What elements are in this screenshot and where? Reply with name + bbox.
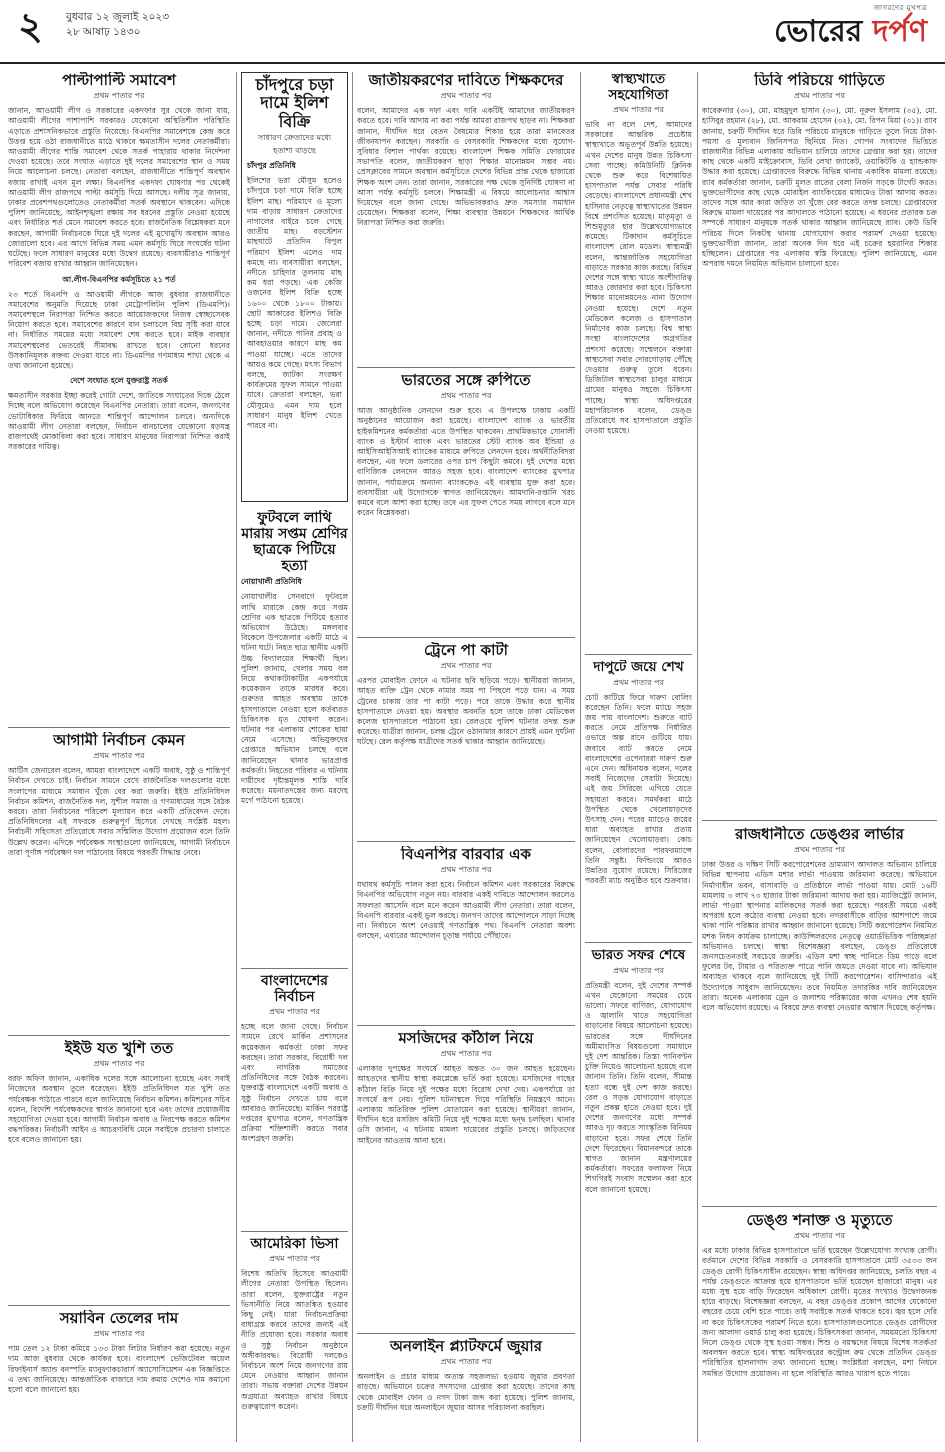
story-body: বরফ অফিস জানান, একাধিক দলের সঙ্গে আলোচনা হয়েছে এবং সবাই নিজেদের অবস্থান তুলে ধরেছেন। ইইউ প্রতিনিধিদল যত খুশি তত পর্যবেক্ষক পাঠাতে পারবে বলে জানিয়েছে নির্বাচন কমিশন। কমিশনের সচিব বলেন, বিদেশি পর্যবেক্ষকদের স্বাগত জানানো হবে এবং তাদের প্রয়োজনীয় সহযোগিতা দেওয়া হবে। আগামী নির্বাচন অবাধ ও নিরপেক্ষ করতে কমিশন বদ্ধপরিকর। নির্বাচনী আইন ও আচরণবিধি মেনে সবাইকে প্রচারণা চালাতে হবে বলেও জানানো হয়। — [8, 1074, 230, 1145]
headline: অনলাইন প্ল্যাটফর্মে জুয়ার — [390, 1338, 542, 1355]
headline: জাতীয়করণের দাবিতে শিক্ষকদের — [368, 72, 564, 89]
story-eu — [8, 1040, 230, 1302]
story-divider — [585, 942, 692, 943]
story-train — [357, 642, 575, 838]
headline: স্বাস্থ্যখাতে সহযোগিতা — [608, 72, 669, 103]
story-body: ইলিশের ভরা মৌসুম হলেও চাঁদপুরে চড়া দামে বিক্রি হচ্ছে ইলিশ মাছ। পরিমাণে ও মূল্যে দাম বাড়ায় সাধারণ ক্রেতাদের নাগালের বাইরে চলে গেছে জাতীয় মাছ। বড়স্টেশন মাছঘাটে প্রতিদিন বিপুল পরিমাণ ইলিশ এলেও দাম কমছে না। ব্যবসায়ীরা বলছেন, নদীতে চাহিদার তুলনায় মাছ কম ধরা পড়ছে। এক কেজি ওজনের ইলিশ বিক্রি হচ্ছে ১৬০০ থেকে ১৮০০ টাকায়। ছোট আকারের ইলিশও বিক্রি হচ্ছে চড়া দামে। জেলেরা জানান, নদীতে পানির প্রবাহ ও আবহাওয়ার কারণে মাছ কম পাওয়া যাচ্ছে। এতে তাদের আয়ও কমে গেছে। মৎস্য বিভাগ বলছে, জাটকা সংরক্ষণ কার্যক্রমের সুফল সামনে পাওয়া যাবে। ক্রেতারা বলছেন, ভরা মৌসুমেও এমন দাম হলে সাধারণ মানুষ ইলিশ খেতে পারবে না। — [247, 176, 342, 431]
masthead-right: দর্পণ — [872, 14, 927, 49]
story-body: অনলাইন ও প্রচার মাধ্যম অত্যন্ত সহজলভ্য হওয়ায় জুয়ার প্রবণতা বাড়ছে। অভিযানে চক্রের সদস্যদের গ্রেপ্তার করা হয়েছে। তাদের কাছ থেকে মোবাইল ফোন ও নগদ টাকা জব্দ করা হয়েছে। পুলিশ জানায়, চক্রটি দীর্ঘদিন ধরে অনলাইনে জুয়ার আসর পরিচালনা করছিল। — [357, 1372, 575, 1412]
story-health — [585, 72, 692, 650]
story-body: ক্ষমতাসীন সরকার ইচ্ছা করেই গোটা দেশে, জাতিকে সংঘাতের দিকে ঠেলে দিচ্ছে বলে অভিযোগ করেছেন বিএনপির নেতারা। তারা বলেন, জনগণের ভোটাধিকার ফিরিয়ে আনতে শান্তিপূর্ণ আন্দোলন চলবে। অন্যদিকে আওয়ামী লীগ নেতারা বলছেন, নির্বাচন বানচালের যেকোনো ষড়যন্ত্র রাজপথেই মোকাবিলা করা হবে। সাধারণ মানুষের নিরাপত্তা নিশ্চিত করাই সরকারের দায়িত্ব। — [8, 391, 230, 452]
story-masjid — [357, 1030, 575, 1330]
page-header — [0, 0, 945, 64]
continued-label: প্রথম পাতার পর — [613, 105, 664, 115]
story-bharat-sofor — [585, 948, 692, 1444]
story-divider — [241, 1231, 348, 1232]
day-date: বুধবার ১২ জুলাই ২০২৩ — [66, 11, 170, 23]
bangla-date: ২৮ আষাঢ় ১৪৩০ — [66, 26, 141, 38]
story-body: আজ আনুষ্ঠানিক লেনদেন শুরু হবে। এ উপলক্ষে ঢাকায় একটি অনুষ্ঠানের আয়োজন করা হয়েছে। বাংলাদেশ ব্যাংক ও ভারতীয় হাইকমিশনের কর্মকর্তারা এতে উপস্থিত থাকবেন। প্রাথমিকভাবে সোনালী ব্যাংক ও ইস্টার্ন ব্যাংক এবং ভারতের স্টেট ব্যাংক অব ইন্ডিয়া ও আইসিআইসিআই ব্যাংকের মাধ্যমে রুপিতে লেনদেন হবে। অর্থনীতিবিদরা বলছেন, এর ফলে ডলারের ওপর চাপ কিছুটা কমবে। দুই দেশের মধ্যে বাণিজ্যিক লেনদেন আরও সহজ হবে। বাংলাদেশ ব্যাংকের মুখপাত্র জানান, পর্যায়ক্রমে অন্যান্য ব্যাংককেও এই ব্যবস্থায় যুক্ত করা হবে। ব্যবসায়ীরা এই উদ্যোগকে স্বাগত জানিয়েছেন। আমদানি-রপ্তানি খরচ কমবে বলে আশা করা হচ্ছে। তবে এর সুফল পেতে সময় লাগবে বলে মনে করেন বিশ্লেষকরা। — [357, 406, 575, 518]
story-body: ভাবি না বলে দেশ, আমাদের সরকারের আন্তরিক প্রচেষ্টায় স্বাস্থ্যখাতে অভূতপূর্ব উন্নতি হয়েছে। এখন দেশের মানুষ উন্নত চিকিৎসা সেবা পাচ্ছে। কমিউনিটি ক্লিনিক থেকে শুরু করে বিশেষায়িত হাসপাতাল পর্যন্ত সেবার পরিধি বেড়েছে। বাংলাদেশে প্রধানমন্ত্রী শেখ হাসিনার নেতৃত্বে স্বাস্থ্যখাতের উন্নয়ন বিশ্বে প্রশংসিত হয়েছে। মাতৃমৃত্যু ও শিশুমৃত্যুর হার উল্লেখযোগ্যভাবে কমেছে। টিকাদান কর্মসূচিতে বাংলাদেশ রোল মডেল। স্বাস্থ্যমন্ত্রী বলেন, আন্তর্জাতিক সহযোগিতা বাড়াতে সরকার কাজ করছে। বিভিন্ন দেশের সঙ্গে স্বাস্থ্য খাতে অংশীদারিত্ব আরও জোরদার করা হবে। চিকিৎসা শিক্ষার মানোন্নয়নেও নানা উদ্যোগ নেওয়া হয়েছে। দেশে নতুন মেডিকেল কলেজ ও হাসপাতাল নির্মাণের কাজ চলছে। বিশ্ব স্বাস্থ্য সংস্থা বাংলাদেশের অগ্রগতির প্রশংসা করেছে। সম্মেলনে বক্তারা স্বাস্থ্যসেবা সবার দোরগোড়ায় পৌঁছে দেওয়ার গুরুত্ব তুলে ধরেন। ডিজিটাল স্বাস্থ্যসেবা চালুর মাধ্যমে গ্রামের মানুষও সহজে চিকিৎসা পাচ্ছে। স্বাস্থ্য অধিদপ্তরের মহাপরিচালক বলেন, ডেঙ্গু প্রতিরোধে সব হাসপাতালে প্রস্তুতি নেওয়া হয়েছে। — [585, 120, 692, 436]
story-divider — [702, 820, 937, 821]
story-online — [357, 1338, 575, 1446]
story-body: এরপর মোবাইল ফোনে এ ঘটনার ছবি ছড়িয়ে পড়ে। স্থানীয়রা জানান, আহত ব্যক্তি ট্রেন থেকে নামার সময় পা পিছলে পড়ে যান। এ সময় ট্রেনের চাকায় তার পা কাটা পড়ে। পরে তাকে উদ্ধার করে স্থানীয় হাসপাতালে নেওয়া হয়। অবস্থার অবনতি হলে তাকে ঢাকা মেডিকেল কলেজ হাসপাতালে পাঠানো হয়। রেলওয়ে পুলিশ ঘটনার তদন্ত শুরু করেছে। যাত্রীরা জানান, চলন্ত ট্রেনে ওঠানামার কারণে প্রায়ই এমন দুর্ঘটনা ঘটছে। রেল কর্তৃপক্ষ যাত্রীদের সতর্ক থাকার আহ্বান জানিয়েছে। — [357, 676, 575, 747]
story-bd-election — [241, 973, 348, 1228]
subhead: দেশে সংঘাত হলে যুক্তরাষ্ট্র সতর্ক — [70, 376, 168, 386]
story-dapute — [585, 660, 692, 938]
continued-label: প্রথম পাতার পর — [613, 965, 664, 975]
story-body: বিশেষ অতিথি হিসেবে আওয়ামী লীগের নেতারা উপস্থিত ছিলেন। তারা বলেন, যুক্তরাষ্ট্রের নতুন ভিসানীতি নিয়ে আতঙ্কিত হওয়ার কিছু নেই। যারা নির্বাচনপ্রক্রিয়া বাধাগ্রস্ত করবে তাদের জন্যই এই নীতি প্রযোজ্য হবে। সরকার অবাধ ও সুষ্ঠু নির্বাচন অনুষ্ঠানে অঙ্গীকারবদ্ধ। বিরোধী দলকেও নির্বাচনে অংশ নিয়ে জনগণের রায় মেনে নেওয়ার আহ্বান জানান তারা। সভায় বক্তারা দেশের উন্নয়ন অগ্রযাত্রা অব্যাহত রাখার বিষয়ে গুরুত্বারোপ করেন। — [241, 1269, 348, 1411]
continued-label: প্রথম পাতার পর — [794, 845, 845, 855]
headline: রাজধানীতে ডেঙ্গুর লার্ভার — [735, 826, 904, 843]
continued-label: প্রথম পাতার পর — [794, 1231, 845, 1241]
story-body: নোয়াখালীর সেনবাগে ফুটবলে লাথি মারাকে কেন্দ্র করে সপ্তম শ্রেণির এক ছাত্রকে পিটিয়ে হত্যার অভিযোগ উঠেছে। মঙ্গলবার বিকেলে উপজেলার একটি মাঠে এ ঘটনা ঘটে। নিহত ছাত্র স্থানীয় একটি উচ্চ বিদ্যালয়ের শিক্ষার্থী ছিল। পুলিশ জানায়, খেলার সময় বল নিয়ে কথাকাটাকাটির একপর্যায়ে কয়েকজন তাকে মারধর করে। গুরুতর আহত অবস্থায় তাকে হাসপাতালে নেওয়া হলে কর্তব্যরত চিকিৎসক মৃত ঘোষণা করেন। ঘটনার পর এলাকায় শোকের ছায়া নেমে এসেছে। অভিযুক্তদের গ্রেপ্তারে অভিযান চলছে বলে জানিয়েছেন থানার ভারপ্রাপ্ত কর্মকর্তা। নিহতের পরিবার এ ঘটনায় দায়ীদের দৃষ্টান্তমূলক শাস্তি দাবি করেছে। ময়নাতদন্তের জন্য মরদেহ মর্গে পাঠানো হয়েছে। — [241, 592, 348, 806]
column-rule — [580, 72, 581, 1442]
story-palta — [8, 72, 230, 724]
continued-label: প্রথম পাতার পর — [269, 1254, 320, 1264]
continued-label: প্রথম পাতার পর — [440, 1357, 492, 1367]
story-divider — [357, 841, 575, 842]
continued-label: প্রথম পাতার পর — [440, 661, 492, 671]
story-jatiyo — [357, 72, 575, 364]
continued-label: প্রথম পাতার পর — [440, 391, 492, 401]
story-body: ২৩ শর্তে বিএনপি ও আওয়ামী লীগকে আজ বুধবার রাজধানীতে সমাবেশের অনুমতি দিয়েছে ঢাকা মেট্রোপলিটন পুলিশ (ডিএমপি)। সমাবেশস্থলে নিরাপত্তা নিশ্চিত করতে আয়োজকদের নিজস্ব স্বেচ্ছাসেবক নিয়োগ করতে হবে। সমাবেশের কারণে যান চলাচলে বিঘ্ন সৃষ্টি করা যাবে না। নির্ধারিত সময়ের মধ্যে সমাবেশ শেষ করতে হবে। মাইক ব্যবহার সমাবেশস্থলের ভেতরেই সীমাবদ্ধ রাখতে হবে। কোনো ধরনের উসকানিমূলক বক্তব্য দেওয়া যাবে না। ডিএমপির গণমাধ্যম শাখা থেকে এ তথ্য জানানো হয়েছে। — [8, 289, 230, 370]
headline: ডিবি পরিচয়ে গাড়িতে — [754, 72, 885, 89]
story-divider — [8, 1305, 230, 1306]
masthead-tag: জাগরণের মুখপত্র — [873, 4, 927, 12]
story-body: বলেন, আমাদের এক দফা এবং দাবি একটিই আমাদের জাতীয়করণ করতে হবে। দাবি আদায় না করা পর্যন্ত আমরা রাজপথ ছাড়ব না। শিক্ষকরা জানান, দীর্ঘদিন ধরে বেতন বৈষম্যের শিকার হয়ে তারা মানবেতর জীবনযাপন করছেন। সরকারি ও বেসরকারি শিক্ষকদের মধ্যে সুযোগ-সুবিধার বিশাল পার্থক্য রয়েছে। বাংলাদেশ শিক্ষক সমিতি ফোরামের সভাপতি বলেন, জাতীয়করণ ছাড়া শিক্ষার মানোন্নয়ন সম্ভব নয়। প্রেসক্লাবের সামনে অবস্থান কর্মসূচিতে দেশের বিভিন্ন প্রান্ত থেকে হাজারো শিক্ষক অংশ নেন। তারা জানান, সরকারের পক্ষ থেকে সুনির্দিষ্ট ঘোষণা না আসা পর্যন্ত কর্মসূচি চলবে। শিক্ষামন্ত্রী এ বিষয়ে আলোচনার আশ্বাস দিয়েছেন বলে জানা গেছে। অভিভাবকরাও দ্রুত সমস্যার সমাধান চেয়েছেন। শিক্ষকরা বলেন, শিক্ষা ব্যবস্থার উন্নয়নে শিক্ষকদের আর্থিক নিরাপত্তা নিশ্চিত করা জরুরি। — [357, 106, 575, 228]
story-body: এলাকার দুপক্ষের সংঘর্ষে আহত অন্তত ৩০ জন আহত হয়েছেন। আহতদের স্থানীয় স্বাস্থ্য কমপ্লেক্সে ভর্তি করা হয়েছে। মসজিদের গাছের কাঁঠাল বিক্রি নিয়ে দুই পক্ষের মধ্যে বিরোধ দেখা দেয়। একপর্যায়ে তা সংঘর্ষে রূপ নেয়। পুলিশ ঘটনাস্থলে গিয়ে পরিস্থিতি নিয়ন্ত্রণে আনে। এলাকায় অতিরিক্ত পুলিশ মোতায়েন করা হয়েছে। স্থানীয়রা জানান, দীর্ঘদিন ধরে মসজিদ কমিটি নিয়ে দুই পক্ষের মধ্যে দ্বন্দ্ব চলছিল। থানার ওসি জানান, এ ঘটনায় মামলা দায়েরের প্রস্তুতি চলছে। জড়িতদের আইনের আওতায় আনা হবে। — [357, 1064, 575, 1145]
headline: মসজিদের কাঁঠাল নিয়ে — [398, 1030, 534, 1047]
continued-label: প্রথম পাতার পর — [440, 1049, 492, 1059]
story-dibi — [702, 72, 937, 816]
story-agami — [8, 732, 230, 1032]
continued-label: প্রথম পাতার পর — [613, 677, 664, 687]
column-rule — [697, 72, 698, 1442]
headline: দাপুটে জয়ে শেখ — [593, 660, 684, 675]
story-body: চোট কাটিয়ে ফিরে দারুণ বোলিং করেছেন তিনি। ফলে ম্যাচে সহজ জয় পায় বাংলাদেশ। শুরুতে ব্যাট করতে নেমে প্রতিপক্ষ নির্ধারিত ওভারে অল্প রানে গুটিয়ে যায়। জবাবে ব্যাট করতে নেমে বাংলাদেশের ওপেনাররা দারুণ শুরু এনে দেন। অধিনায়ক বলেন, দলের সবাই নিজেদের সেরাটা দিয়েছে। এই জয় সিরিজে এগিয়ে যেতে সহায়তা করবে। সমর্থকরা মাঠে উপস্থিত থেকে খেলোয়াড়দের উৎসাহ দেন। পরের ম্যাচেও জয়ের ধারা অব্যাহত রাখার প্রত্যয় জানিয়েছেন খেলোয়াড়রা। কোচ বলেন, বোলারদের পারফরম্যান্সে তিনি সন্তুষ্ট। ফিল্ডিংয়ে আরও উন্নতির সুযোগ রয়েছে। সিরিজের পরবর্তী ম্যাচ অনুষ্ঠিত হবে শুক্রবার। — [585, 692, 692, 886]
story-bnp-bar — [357, 846, 575, 1022]
headline: বিএনপির বারবার এক — [401, 846, 531, 863]
date-block — [66, 10, 169, 40]
headline: চাঁদপুরে চড়া দামে ইলিশ বিক্রি — [255, 75, 334, 131]
masthead — [774, 2, 927, 50]
story-body: ঢাকা উত্তর ও দক্ষিণ সিটি করপোরেশনের ভ্রাম্যমাণ আদালত অভিযান চালিয়ে বিভিন্ন স্থাপনায় এডিস মশার লার্ভা পাওয়ায় জরিমানা করেছে। অভিযানে নির্মাণাধীন ভবন, বাসাবাড়ি ও প্রতিষ্ঠানে লার্ভা পাওয়া যায়। মোট ১৬টি মামলায় ৩ লাখ ৭৩ হাজার টাকা জরিমানা আদায় করা হয়। ম্যাজিস্ট্রেট জানান, লার্ভা পাওয়া স্থাপনার মালিকদের সতর্ক করা হয়েছে। পরবর্তী সময়ে একই অপরাধ হলে কঠোর ব্যবস্থা নেওয়া হবে। নগরবাসীকে বাড়ির আশপাশে জমে থাকা পানি পরিষ্কার রাখার আহ্বান জানানো হয়েছে। সিটি করপোরেশন নিয়মিত মশক নিধন কার্যক্রম চালাচ্ছে। কাউন্সিলরদের নেতৃত্বে ওয়ার্ডভিত্তিক পরিচ্ছন্নতা অভিযানও চলছে। স্বাস্থ্য বিশেষজ্ঞরা বলছেন, ডেঙ্গু প্রতিরোধে জনসচেতনতাই সবচেয়ে জরুরি। এডিস মশা স্বচ্ছ পানিতে ডিম পাড়ে বলে ফুলের টব, টায়ার ও পরিত্যক্ত পাত্রে পানি জমতে দেওয়া যাবে না। অভিযান অব্যাহত থাকবে বলে জানিয়েছে দুই সিটি করপোরেশন। বাসিন্দারাও এই উদ্যোগকে সাধুবাদ জানিয়েছেন। তবে নিয়মিত তদারকির দাবি জানিয়েছেন তারা। অনেক এলাকায় ড্রেন ও জলাশয় পরিষ্কারের কাজ এখনও শেষ হয়নি বলে অভিযোগ রয়েছে। এ বিষয়ে দ্রুত ব্যবস্থা নেওয়ার আশ্বাস দিয়েছে কর্তৃপক্ষ। — [702, 860, 937, 1013]
headline: ভারত সফর শেষে — [591, 948, 686, 963]
column-rule — [352, 72, 353, 1442]
story-bharat-rupee — [357, 372, 575, 634]
column-rule — [236, 72, 237, 1442]
headline: ফুটবলে লাথি মারায় সপ্তম শ্রেণির ছাত্রকে পিটিয়ে হত্যা — [241, 510, 348, 575]
headline: পাল্টাপাল্টি সমাবেশ — [62, 72, 176, 89]
story-body: জানান, আওয়ামী লীগ ও সরকারের একদফার সুর থেকে জানা যায়, আওয়ামী লীগের পাশাপাশি সরকারও যেকোনো অস্থিতিশীল পরিস্থিতি এড়াতে প্রশাসনিকভাবে প্রস্তুতি নিয়েছে। বিএনপির সমাবেশকে কেন্দ্র করে উত্তপ্ত হয়ে ওঠা রাজধানীতে মাঠে থাকবে ক্ষমতাসীন দলের নেতাকর্মীরা। আওয়ামী লীগের শান্তি সমাবেশ থেকে সতর্ক পাহারায় থাকার নির্দেশনা দেওয়া হয়েছে। তবে সংঘাত এড়াতে দুই দলের সমাবেশের স্থান ও সময় নিয়ে আলোচনা চলছে। নেতারা বলছেন, রাজধানীতে শান্তিপূর্ণ অবস্থান বজায় রাখাই এখন মূল লক্ষ্য। বিএনপির একদফা ঘোষণার পর থেকেই আওয়ামী লীগ রাজপথে পাল্টা কর্মসূচি দিয়ে আসছে। দলীয় সূত্র জানায়, ঢাকার প্রবেশপথগুলোতেও নেতাকর্মীরা সতর্ক অবস্থানে থাকবেন। এদিকে পুলিশ জানিয়েছে, আইনশৃঙ্খলা রক্ষায় সব ধরনের প্রস্তুতি নেওয়া হয়েছে এবং নির্ধারিত শর্ত মেনে সমাবেশ করতে হবে। রাজনৈতিক বিশ্লেষকরা মনে করছেন, আগামী নির্বাচনকে ঘিরে দুই দলের এই মুখোমুখি অবস্থান আরও জোরালো হবে। এর আগে বিভিন্ন সময় এমন কর্মসূচি ঘিরে সংঘর্ষের ঘটনা ঘটেছে। ফলে সাধারণ মানুষের মধ্যে উদ্বেগ রয়েছে। ব্যবসায়ীরাও শান্তিপূর্ণ পরিবেশ বজায় রাখার আহ্বান জানিয়েছেন। — [8, 106, 230, 269]
headline: আগামী নির্বাচন কেমন — [53, 732, 185, 749]
headline: ট্রেনে পা কাটা — [423, 642, 509, 659]
story-soyabin — [8, 1310, 230, 1445]
continued-label: প্রথম পাতার পর — [269, 1007, 320, 1017]
masthead-left: ভোরের — [774, 14, 873, 49]
continued-label: প্রথম পাতার পর — [93, 91, 145, 101]
story-divider — [8, 1035, 230, 1036]
story-divider — [702, 1206, 937, 1207]
byline: নোয়াখালী প্রতিনিধি — [241, 577, 302, 587]
story-divider — [357, 367, 575, 368]
continued-label: প্রথম পাতার পর — [93, 1059, 145, 1069]
story-body: কাবেরুনার (৩০), মো. মাহমুদুল হাসান (৩০), মো. নূরুল ইসলাম (৩৫), মো. হাসিবুর রহমান (২৮), মো. আকরাম হোসেন (৩২), মো. রিপন মিয়া (৩১)। র‍্যাব জানায়, চক্রটি দীর্ঘদিন ধরে ডিবি পরিচয়ে মানুষকে গাড়িতে তুলে নিয়ে টাকা-পয়সা ও মূল্যবান জিনিসপত্র ছিনিয়ে নিত। গোপন সংবাদের ভিত্তিতে রাজধানীর বিভিন্ন এলাকায় অভিযান চালিয়ে তাদের গ্রেপ্তার করা হয়। তাদের কাছ থেকে একটি মাইক্রোবাস, ডিবি লেখা জ্যাকেট, ওয়াকিটকি ও হ্যান্ডকাফ উদ্ধার করা হয়েছে। গ্রেপ্তারদের বিরুদ্ধে বিভিন্ন থানায় একাধিক মামলা রয়েছে। র‍্যাব কর্মকর্তারা জানান, চক্রটি মূলত রাতের বেলা নির্জন সড়কে টার্গেট করত। ভুক্তভোগীদের কাছ থেকে মোবাইল ব্যাংকিংয়ের মাধ্যমেও টাকা আদায় করত। তাদের সঙ্গে আর কারা জড়িত তা খুঁজে বের করতে তদন্ত চলছে। গ্রেপ্তারদের বিরুদ্ধে মামলা দায়েরের পর আদালতে পাঠানো হয়েছে। এ ধরনের প্রতারক চক্র সম্পর্কে সাধারণ মানুষকে সতর্ক থাকার আহ্বান জানিয়েছে র‍্যাব। কেউ ডিবি পরিচয় দিলে নিকটস্থ থানায় যোগাযোগ করার পরামর্শ দেওয়া হয়েছে। ভুক্তভোগীরা জানান, তারা অনেক দিন ধরে এই চক্রের হয়রানির শিকার হচ্ছিলেন। গ্রেপ্তারের পর এলাকায় স্বস্তি ফিরেছে। পুলিশ জানিয়েছে, এমন অপরাধ দমনে নিয়মিত অভিযান চালানো হবে। — [702, 106, 937, 269]
story-divider — [357, 1333, 575, 1334]
subhead: আ.লীগ-বিএনপির কর্মসূচিতে ২১ শর্ত — [62, 274, 176, 284]
story-kicker: সাধারণ ক্রেতাদের মধ্যে হতাশা বাড়ছে — [257, 133, 332, 156]
story-america — [241, 1236, 348, 1446]
story-divider — [8, 727, 230, 728]
story-ilish — [241, 72, 348, 502]
byline: চাঁদপুর প্রতিনিধি — [247, 161, 296, 171]
headline: আমেরিকা ভিসা — [250, 1236, 339, 1252]
story-dengue-larva — [702, 826, 937, 1202]
story-divider — [241, 968, 348, 969]
page-number: ২ — [18, 3, 43, 48]
story-body: যথাযথ কর্মসূচি পালন করা হবে। নির্বাচন কমিশন এবং সরকারের বিরুদ্ধে বিএনপির অভিযোগ নতুন নয়। বারবার একই দাবিতে আন্দোলন করলেও সফলতা আসেনি বলে মনে করেন আওয়ামী লীগ নেতারা। তারা বলেন, বিএনপি বারবার একই ভুল করছে। জনগণ তাদের আন্দোলনে সাড়া দিচ্ছে না। নির্বাচনে অংশ নেওয়াই গণতান্ত্রিক পথ। বিএনপি নেতারা অবশ্য বলছেন, এবারের আন্দোলন চূড়ান্ত পর্যায়ে পৌঁছাবে। — [357, 880, 575, 941]
continued-label: প্রথম পাতার পর — [440, 865, 492, 875]
story-body: আর্টিস জেনারেল বলেন, আমরা বাংলাদেশে একটি অবাধ, সুষ্ঠু ও শান্তিপূর্ণ নির্বাচন দেখতে চাই। নির্বাচন সামনে রেখে রাজনৈতিক দলগুলোর মধ্যে সংলাপের মাধ্যমে সমাধান খুঁজে বের করা জরুরি। ইইউ প্রতিনিধিদল নির্বাচন কমিশন, রাজনৈতিক দল, সুশীল সমাজ ও গণমাধ্যমের সঙ্গে বৈঠক করবে। তারা নির্বাচনের পরিবেশ মূল্যায়ন করে একটি প্রতিবেদন দেবে। প্রতিনিধিদলের এই সফরকে গুরুত্বপূর্ণ হিসেবে দেখছে সংশ্লিষ্ট মহল। নির্বাচনী সহিংসতা প্রতিরোধে সবার সম্মিলিত উদ্যোগ প্রয়োজন বলে তিনি উল্লেখ করেন। এদিকে পর্যবেক্ষক সংস্থাগুলো জানিয়েছে, আগামী নির্বাচনে তারা পূর্ণাঙ্গ পর্যবেক্ষণ দল পাঠানোর বিষয়ে পরবর্তী সিদ্ধান্ত নেবে। — [8, 766, 230, 857]
story-futbol — [241, 510, 348, 965]
headline: বাংলাদেশের নির্বাচন — [261, 973, 328, 1006]
story-body: এর মধ্যে ঢাকার বিভিন্ন হাসপাতালে ভর্তি হয়েছেন উল্লেখযোগ্য সংখ্যক রোগী। বর্তমানে দেশের বিভিন্ন সরকারি ও বেসরকারি হাসপাতালে মোট ৩৫৩৩ জন ডেঙ্গু রোগী চিকিৎসাধীন রয়েছেন। স্বাস্থ্য অধিদপ্তর জানিয়েছে, চলতি বছর এ পর্যন্ত ডেঙ্গুতে আক্রান্ত হয়ে হাসপাতালে ভর্তি হয়েছেন হাজারো মানুষ। এর মধ্যে সুস্থ হয়ে বাড়ি ফিরেছেন অধিকাংশ রোগী। মৃতের সংখ্যাও উদ্বেগজনক হারে বাড়ছে। বিশেষজ্ঞরা বলছেন, এ বছর ডেঙ্গুর প্রকোপ আগের যেকোনো বছরের চেয়ে বেশি হতে পারে। তাই সবাইকে সতর্ক থাকতে হবে। জ্বর হলে দেরি না করে চিকিৎসকের পরামর্শ নিতে হবে। হাসপাতালগুলোতে ডেঙ্গু রোগীদের জন্য আলাদা ওয়ার্ড চালু করা হয়েছে। চিকিৎসকরা জানান, সময়মতো চিকিৎসা নিলে ডেঙ্গু থেকে সুস্থ হওয়া সম্ভব। শিশু ও বয়স্কদের বিষয়ে বিশেষ সতর্কতা অবলম্বন করতে হবে। স্বাস্থ্য অধিদপ্তরের কন্ট্রোল রুম থেকে প্রতিদিন ডেঙ্গু পরিস্থিতির হালনাগাদ তথ্য জানানো হচ্ছে। সংশ্লিষ্টরা বলছেন, মশা নিধনে সমন্বিত উদ্যোগ প্রয়োজন। না হলে পরিস্থিতি আরও খারাপ হতে পারে। — [702, 1246, 937, 1378]
story-divider — [357, 637, 575, 638]
headline: সয়াবিন তেলের দাম — [59, 1310, 179, 1327]
masthead-logo — [774, 14, 927, 50]
story-body: পাম তেল ১২ টাকা কমিয়ে ১৩৩ টাকা লিটার নির্ধারণ করা হয়েছে। নতুন দাম আজ বুধবার থেকে কার্যকর হবে। বাংলাদেশ ভেজিটেবল অয়েল রিফাইনার্স অ্যান্ড বনস্পতি ম্যানুফ্যাকচারার্স অ্যাসোসিয়েশন এক বিজ্ঞপ্তিতে এ তথ্য জানিয়েছে। আন্তর্জাতিক বাজারে দাম কমায় দেশেও দাম কমানো হলো বলে জানানো হয়। — [8, 1344, 230, 1395]
continued-label: প্রথম পাতার পর — [93, 751, 145, 761]
continued-label: প্রথম পাতার পর — [93, 1329, 145, 1339]
headline: ইইউ যত খুশি তত — [64, 1040, 174, 1057]
story-divider — [357, 1025, 575, 1026]
continued-label: প্রথম পাতার পর — [440, 91, 492, 101]
story-body: প্রতিমন্ত্রী বলেন, দুই দেশের সম্পর্ক এখন যেকোনো সময়ের চেয়ে ভালো। সফরে বাণিজ্য, যোগাযোগ ও জ্বালানি খাতে সহযোগিতা বাড়ানোর বিষয়ে আলোচনা হয়েছে। ভারতের সঙ্গে দীর্ঘদিনের অমীমাংসিত বিষয়গুলো সমাধানে দুই দেশ আন্তরিক। তিস্তা পানিবণ্টন চুক্তি নিয়েও আলোচনা হয়েছে বলে জানান তিনি। তিনি বলেন, সীমান্ত হত্যা বন্ধে দুই দেশ কাজ করছে। রেল ও সড়ক যোগাযোগ বাড়াতে নতুন প্রকল্প হাতে নেওয়া হবে। দুই দেশের জনগণের মধ্যে সম্পর্ক আরও দৃঢ় করতে সাংস্কৃতিক বিনিময় বাড়ানো হবে। সফর শেষে তিনি দেশে ফিরেছেন। বিমানবন্দরে তাকে স্বাগত জানান মন্ত্রণালয়ের কর্মকর্তারা। সফরের ফলাফল নিয়ে শিগগিরই সংবাদ সম্মেলন করা হবে বলে জানানো হয়েছে। — [585, 980, 692, 1194]
continued-label: প্রথম পাতার পর — [794, 91, 845, 101]
headline: ডেঙ্গু শনাক্ত ও মৃত্যুতে — [746, 1212, 893, 1229]
story-dengue-mrittu — [702, 1212, 937, 1446]
story-body: হচ্ছে বলে জানা গেছে। নির্বাচন সামনে রেখে মার্কিন প্রশাসনের কয়েকজন কর্মকর্তা ঢাকা সফর করছেন। তারা সরকার, বিরোধী দল এবং নাগরিক সমাজের প্রতিনিধিদের সঙ্গে বৈঠক করবেন। যুক্তরাষ্ট্র বাংলাদেশে একটি অবাধ ও সুষ্ঠু নির্বাচন দেখতে চায় বলে আবারও জানিয়েছে। মার্কিন পররাষ্ট্র দপ্তরের মুখপাত্র বলেন, গণতান্ত্রিক প্রক্রিয়া শক্তিশালী করতে সবার অংশগ্রহণ জরুরি। — [241, 1022, 348, 1144]
story-divider — [585, 654, 692, 655]
headline: ভারতের সঙ্গে রুপিতে — [401, 372, 531, 389]
